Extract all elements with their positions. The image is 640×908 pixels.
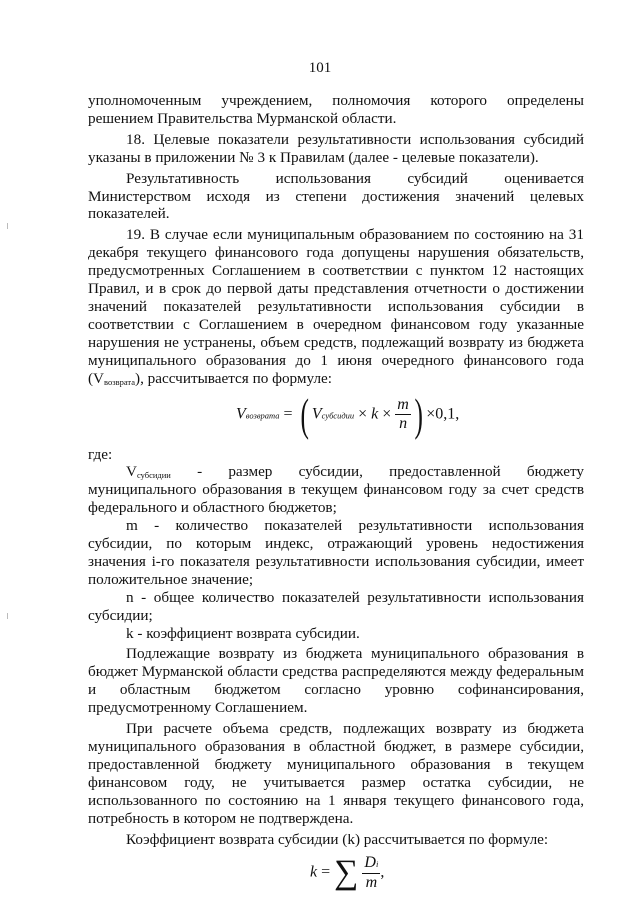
formula-inner-var: V: [311, 405, 322, 423]
formula-return-volume: [88, 388, 584, 444]
page-number: 101: [308, 60, 332, 76]
formula-equals: =: [283, 405, 293, 423]
formula2-fraction: [362, 854, 380, 892]
fraction-numerator: m: [397, 396, 409, 413]
v-return-subscript: возврата: [104, 376, 136, 387]
formula2-tail: ,: [380, 864, 385, 882]
paragraph-19-text: 19. В случае если муниципальным образованием по состоянию на 31 декабря текущего финансового года допущены нарушения обязательств, предусмотренных Соглашением в соответствии с пунктом 12 настоящих Правил, и в срок до первой даты представления отчетности о достижении значений показателей результативности использования субсидии в соответствии с Соглашением в очередном финансовом году указанные нарушения не устранены, объем средств, подлежащий возврату из бюджета муниципального образования до 1 июня очередного финансового года (V: [88, 226, 584, 387]
paragraph-19-tail: ), рассчитывается по формуле:: [135, 369, 332, 387]
formula2-denominator: m: [362, 873, 380, 892]
definition-k: k - коэффициент возврата субсидии.: [126, 624, 360, 642]
formula-fraction: [395, 396, 411, 433]
scan-mark: [7, 613, 8, 619]
definition-n: n - общее количество показателей результативности использования субсидии;: [88, 588, 584, 624]
formula2-num-sub: i: [375, 859, 379, 870]
definition-v-subsidy: [88, 463, 584, 517]
formula-lhs-sub: возврата: [245, 410, 280, 421]
formula-times-2: ×: [382, 405, 392, 423]
where-label: где:: [88, 445, 113, 463]
formula-lhs-var: V: [236, 405, 246, 423]
paragraph-effectiveness: Результативность использования субсидий оценивается Министерством исходя из степени достижения значений целевых показателей.: [88, 169, 584, 223]
formula-inner-sub: субсидии: [321, 410, 355, 421]
paragraph-coefficient: Коэффициент возврата субсидии (k) рассчитывается по формуле:: [126, 830, 549, 848]
paragraph: уполномоченным учреждением, полномочия которого определены решением Правительства Мурманской области.: [88, 92, 584, 127]
formula2-lhs: k: [310, 864, 318, 882]
def-text: - размер субсидии, предоставленной бюджету муниципального образования в текущем финансовом году за счет средств федерального и областного бюджетов;: [88, 463, 584, 517]
formula-k: k: [371, 405, 379, 423]
document-body: [88, 92, 584, 908]
def-var: V: [126, 463, 137, 481]
formula-tail: ×0,1,: [426, 405, 460, 423]
paragraph-distribution: Подлежащие возврату из бюджета муниципального образования в бюджет Мурманской области средства распределяются между федеральным и областным бюджетом согласно уровню софинансирования, предусмотренному Соглашением.: [88, 645, 584, 717]
scan-mark: [7, 223, 8, 229]
def-var-subscript: субсидии: [136, 470, 171, 481]
paragraph-19: [88, 226, 584, 387]
formula2-num-var: D: [364, 854, 376, 872]
fraction-denominator: n: [395, 414, 411, 433]
definition-m: m - количество показателей результативности использования субсидии, по которым индекс, отражающий уровень недостижения значения i-го показателя результативности использования субсидии, имеет положительное значение;: [88, 517, 584, 588]
paragraph-calculation: При расчете объема средств, подлежащих возврату из бюджета муниципального образования в областной бюджет, в размере субсидии, предоставленной бюджету муниципального образования в текущем финансовом году, не учитывается размер остатка субсидии, не использованного по состоянию на 1 января текущего финансового года, потребность в котором не подтверждена.: [88, 720, 584, 827]
sum-symbol: ∑: [334, 854, 359, 892]
formula-coefficient: [88, 852, 584, 908]
paragraph-18: 18. Целевые показатели результативности использования субсидий указаны в приложении № 3 к Правилам (далее - целевые показатели).: [88, 130, 584, 166]
left-paren: (: [299, 388, 309, 440]
right-paren: ): [414, 388, 423, 440]
formula-times-1: ×: [358, 405, 368, 423]
formula2-numerator: [362, 854, 380, 873]
formula2-equals: =: [321, 864, 331, 882]
